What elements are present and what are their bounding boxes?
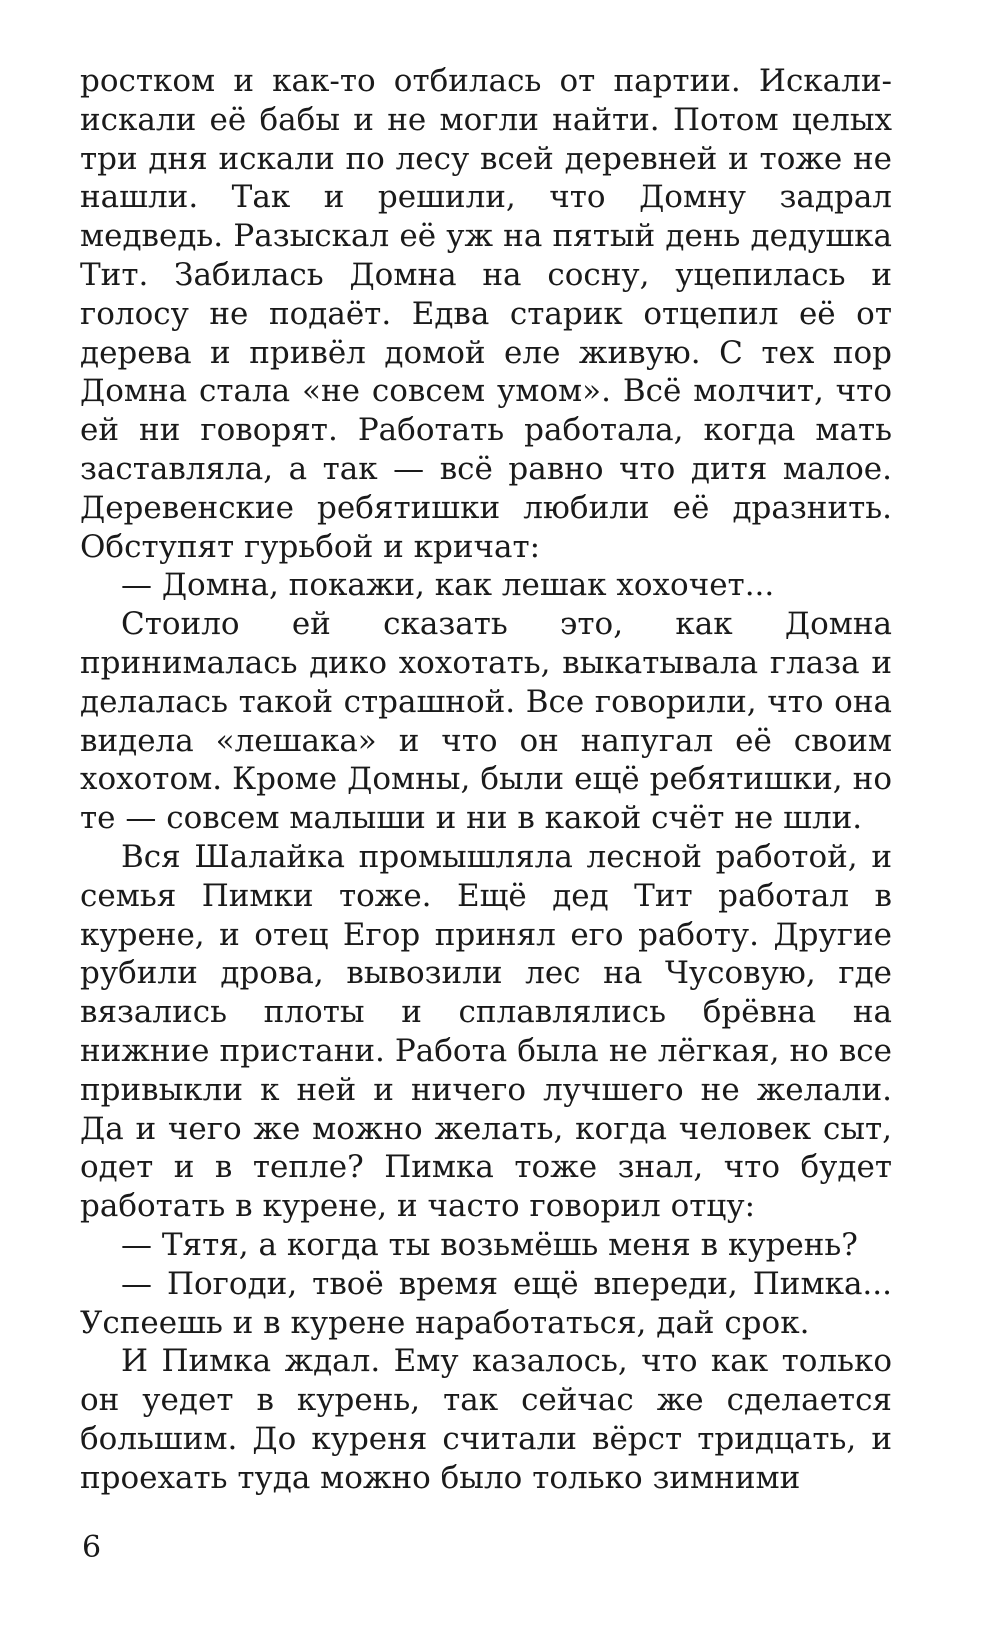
- paragraph-3: Стоило ей сказать это, как Домна принималась дико хохотать, выкатывала глаза и делалась такой страшной. Все говорили, что она видела «лешака» и что он напугал её своим хохотом. Кроме Домны, были ещё ребятишки, но те — совсем малыши и ни в какой счёт не шли.: [80, 606, 892, 837]
- paragraph-1: ростком и как-то отбилась от партии. Искали-искали её бабы и не могли найти. Потом целых три дня искали по лесу всей деревней и тоже не нашли. Так и решили, что Домну задрал медведь. Разыскал её уж на пятый день дедушка Тит. Забилась Домна на сосну, уцепилась и голосу не подаёт. Едва старик отцепил её от дерева и привёл домой еле живую. С тех пор Домна стала «не совсем умом». Всё молчит, что ей ни говорят. Работать работала, когда мать заставляла, а так — всё равно что дитя малое. Деревенские ребятишки любили её дразнить. Обступят гурьбой и кричат:: [80, 63, 892, 565]
- page-number: 6: [82, 1530, 102, 1565]
- page-body: [80, 62, 892, 1497]
- paragraph-4: Вся Шалайка промышляла лесной работой, и семья Пимки тоже. Ещё дед Тит работал в курене, и отец Егор принял его работу. Другие рубили дрова, вывозили лес на Чусовую, где вязались плоты и сплавлялись брёвна на нижние пристани. Работа была не лёгкая, но все привыкли к ней и ничего лучшего не желали. Да и чего же можно желать, когда человек сыт, одет и в тепле? Пимка тоже знал, что будет работать в курене, и часто говорил отцу:: [80, 838, 892, 1225]
- paragraph-2-dialogue: — Домна, покажи, как лешак хохочет...: [121, 567, 775, 604]
- paragraph-7: И Пимка ждал. Ему казалось, что как только он уедет в курень, так сейчас же сделается большим. До куреня считали вёрст тридцать, и проехать туда можно было только зимними: [80, 1343, 892, 1496]
- paragraph-6-dialogue: — Погоди, твоё время ещё впереди, Пимка... Успеешь и в курене наработаться, дай срок.: [80, 1265, 892, 1341]
- paragraph-5-dialogue: — Тятя, а когда ты возьмёшь меня в курень?: [121, 1226, 858, 1263]
